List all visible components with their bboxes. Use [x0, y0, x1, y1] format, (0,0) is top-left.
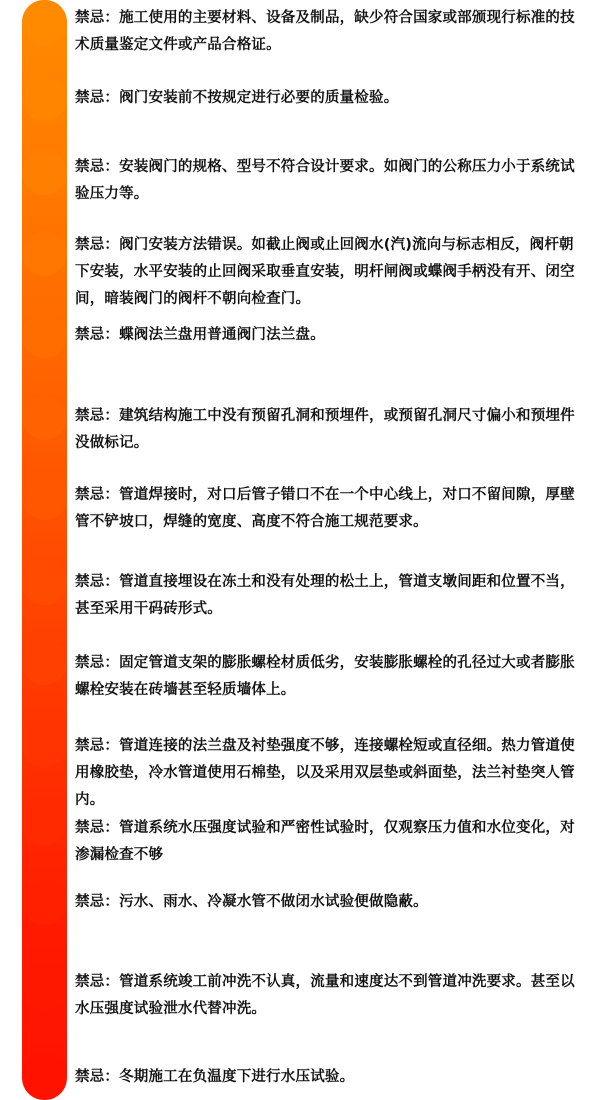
timeline-dot	[22, 0, 67, 45]
list-item: 禁忌：管道连接的法兰盘及衬垫强度不够，连接螺栓短或直径细。热力管道使用橡胶垫，冷水管道使用石棉垫，以及采用双层垫或斜面垫，法兰衬垫突人管内。	[75, 738, 575, 808]
list-item: 禁忌：冬期施工在负温度下进行水压试验。	[75, 1069, 355, 1085]
timeline-dot	[22, 231, 67, 276]
list-item: 禁忌：安装阀门的规格、型号不符合设计要求。如阀门的公称压力小于系统试验压力等。	[75, 159, 575, 202]
list-item: 禁忌：固定管道支架的膨胀螺栓材质低劣，安装膨胀螺栓的孔径过大或者膨胀螺栓安装在砖墙甚至轻质墙体上。	[75, 655, 575, 698]
list-item: 禁忌：阀门安装前不按规定进行必要的质量检验。	[75, 90, 399, 106]
timeline-dot	[22, 800, 67, 845]
timeline-dot	[22, 1053, 67, 1098]
timeline-dot	[22, 76, 67, 121]
list-item: 禁忌：阀门安装方法错误。如截止阀或止回阀水(汽)流向与标志相反，阀杆朝下安装，水平安装的止回阀采取垂直安装，明杆闸阀或蝶阀手柄没有开、闭空间，暗装阀门的阀杆不朝向检查门。	[75, 237, 575, 307]
timeline-dot	[22, 475, 67, 520]
timeline-dot	[22, 965, 67, 1010]
list-item: 禁忌：管道直接埋设在冻土和没有处理的松土上，管道支墩间距和位置不当，甚至采用干码砖形式。	[75, 574, 575, 617]
timeline-dot	[22, 313, 67, 358]
list-item: 禁忌：污水、雨水、冷凝水管不做闭水试验便做隐蔽。	[75, 894, 428, 910]
timeline-dot	[22, 640, 67, 685]
timeline-dot	[22, 722, 67, 767]
list-item: 禁忌：管道系统竣工前冲洗不认真，流量和速度达不到管道冲洗要求。甚至以水压强度试验泄水代替冲洗。	[75, 974, 575, 1017]
list-item: 禁忌：管道焊接时，对口后管子错口不在一个中心线上，对口不留间隙，厚壁管不铲坡口，焊缝的宽度、高度不符合施工规范要求。	[75, 487, 575, 530]
list-item: 禁忌：蝶阀法兰盘用普通阀门法兰盘。	[75, 327, 325, 343]
timeline-dot	[22, 395, 67, 440]
list-item: 禁忌：建筑结构施工中没有预留孔洞和预埋件，或预留孔洞尺寸偏小和预埋件没做标记。	[75, 408, 575, 451]
list-item: 禁忌：管道系统水压强度试验和严密性试验时，仅观察压力值和水位变化，对渗漏检查不够	[75, 820, 575, 863]
timeline-dot	[22, 150, 67, 195]
timeline-dot	[22, 880, 67, 925]
list-item: 禁忌：施工使用的主要材料、设备及制品，缺少符合国家或部颁现行标准的技术质量鉴定文件或产品合格证。	[75, 10, 575, 53]
timeline-dot	[22, 560, 67, 605]
